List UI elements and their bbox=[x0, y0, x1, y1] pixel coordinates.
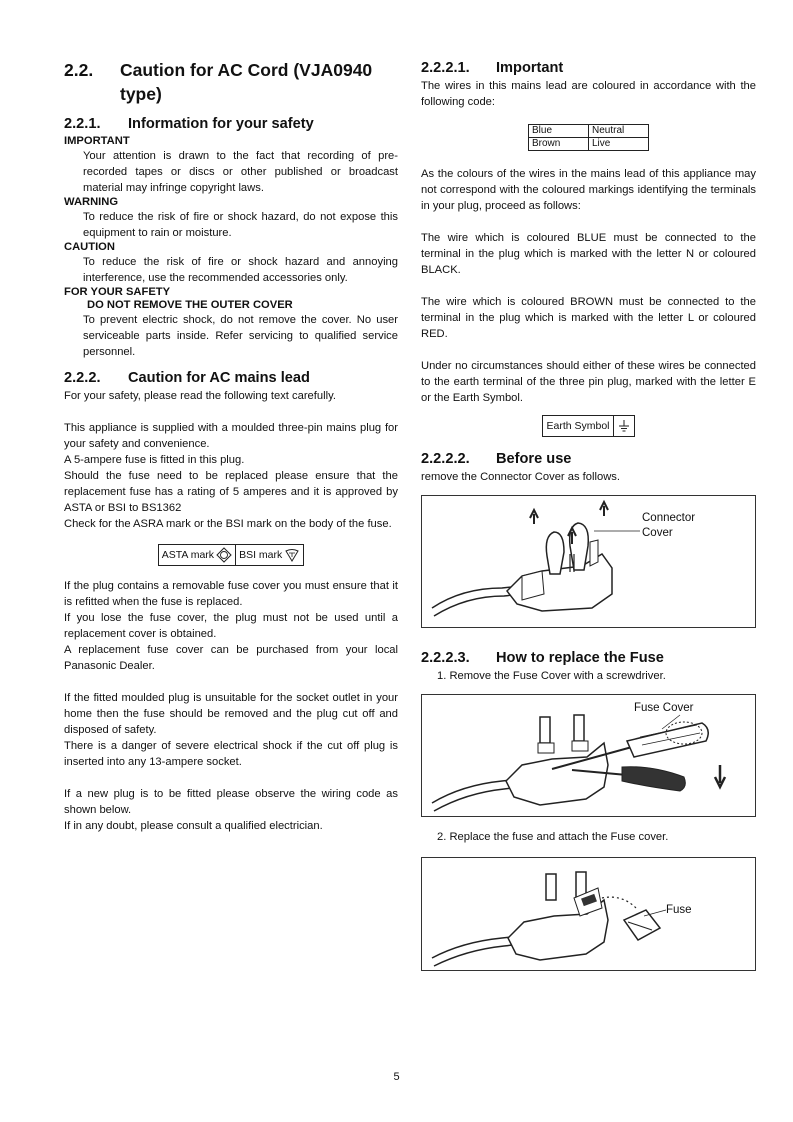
fuse-cover-callout: Fuse Cover bbox=[634, 702, 694, 714]
bsi-mark bbox=[235, 545, 303, 565]
step-2: 2. Replace the fuse and attach the Fuse cover. bbox=[437, 831, 669, 843]
section-title: Information for your safety bbox=[128, 116, 314, 132]
wire-colour: Blue bbox=[529, 125, 589, 138]
right-column bbox=[421, 58, 756, 971]
paragraph: If the fitted moulded plug is unsuitable for the socket outlet in your home then the fuse should be removed and the plug cut off and disposed of safety. bbox=[64, 692, 398, 736]
wire-code-table bbox=[528, 124, 649, 151]
wire-meaning: Live bbox=[589, 138, 649, 151]
page-number: 5 bbox=[393, 1071, 400, 1083]
section-heading-2-2 bbox=[64, 58, 398, 106]
table-row bbox=[529, 125, 649, 138]
paragraph: If the plug contains a removable fuse cover you must ensure that it is refitted when the fuse is replaced. bbox=[64, 580, 398, 608]
screwdriver-plug-illustration bbox=[422, 695, 755, 816]
warning-text: To reduce the risk of fire or shock hazard, do not expose this equipment to rain or moisture. bbox=[83, 211, 398, 239]
section-heading-2-2-2-1 bbox=[421, 58, 756, 78]
intro-text: The wires in this mains lead are coloured in accordance with the following code: bbox=[421, 80, 756, 108]
section-number: 2.2.2. bbox=[64, 370, 101, 386]
wire-colour: Brown bbox=[529, 138, 589, 151]
paragraph: Under no circumstances should either of these wires be connected to the earth terminal of the three pin plug, marked with the letter E or the Earth Symbol. bbox=[421, 360, 756, 404]
section-title: Caution for AC Cord (VJA0940 type) bbox=[120, 60, 373, 104]
bsi-mark-label: BSI mark bbox=[239, 549, 283, 561]
section-number: 2.2. bbox=[64, 60, 94, 80]
earth-icon bbox=[617, 419, 631, 433]
paragraph: Check for the ASRA mark or the BSI mark on the body of the fuse. bbox=[64, 518, 392, 530]
section-title: How to replace the Fuse bbox=[496, 650, 664, 666]
paragraph: There is a danger of severe electrical shock if the cut off plug is inserted into any 13-ampere socket. bbox=[64, 740, 398, 768]
paragraph: remove the Connector Cover as follows. bbox=[421, 471, 620, 483]
left-column bbox=[64, 58, 398, 834]
paragraph: If a new plug is to be fitted please observe the wiring code as shown below. bbox=[64, 788, 398, 816]
paragraph: If you lose the fuse cover, the plug must not be used until a replacement cover is obtained. bbox=[64, 612, 398, 640]
remove-fuse-cover-figure bbox=[421, 694, 756, 817]
safety-label: FOR YOUR SAFETY bbox=[64, 286, 171, 298]
warning-label: WARNING bbox=[64, 196, 119, 208]
earth-symbol-label: Earth Symbol bbox=[546, 420, 610, 432]
asta-mark-icon bbox=[216, 547, 232, 563]
section-heading-2-2-2 bbox=[64, 368, 398, 388]
section-title: Caution for AC mains lead bbox=[128, 370, 310, 386]
paragraph: A 5-ampere fuse is fitted in this plug. bbox=[64, 454, 245, 466]
table-row bbox=[529, 138, 649, 151]
important-text: Your attention is drawn to the fact that recording of pre-recorded tapes or discs or other published or broadcast material may infringe copyright laws. bbox=[83, 150, 398, 194]
connector-cover-callout: Connector Cover bbox=[642, 512, 696, 539]
section-heading-2-2-2-2 bbox=[421, 449, 756, 469]
section-heading-2-2-2-3 bbox=[421, 648, 756, 668]
section-number: 2.2.2.3. bbox=[421, 650, 470, 666]
section-number: 2.2.1. bbox=[64, 116, 101, 132]
paragraph: A replacement fuse cover can be purchased from your local Panasonic Dealer. bbox=[64, 644, 398, 672]
safety-text: To prevent electric shock, do not remove the cover. No user serviceable parts inside. Refer servicing to qualified service personnel. bbox=[83, 314, 398, 358]
replace-fuse-figure bbox=[421, 857, 756, 971]
caution-label: CAUTION bbox=[64, 241, 115, 253]
caution-text: To reduce the risk of fire or shock hazard and annoying interference, use the recommended accessories only. bbox=[83, 256, 398, 284]
paragraph: The wire which is coloured BLUE must be connected to the terminal in the plug which is marked with the letter N or coloured BLACK. bbox=[421, 232, 756, 276]
fuse-marks-box bbox=[64, 544, 398, 566]
wire-meaning: Neutral bbox=[589, 125, 649, 138]
intro-text: For your safety, please read the following text carefully. bbox=[64, 390, 336, 402]
bsi-kitemark-icon bbox=[284, 547, 300, 563]
asta-mark-label: ASTA mark bbox=[161, 549, 215, 561]
paragraph: The wire which is coloured BROWN must be connected to the terminal in the plug which is marked with the letter L or coloured RED. bbox=[421, 296, 756, 340]
safety-subheading: DO NOT REMOVE THE OUTER COVER bbox=[87, 299, 293, 311]
step-1: 1. Remove the Fuse Cover with a screwdriver. bbox=[437, 670, 666, 682]
paragraph: If in any doubt, please consult a qualified electrician. bbox=[64, 820, 323, 832]
connector-cover-figure bbox=[421, 495, 756, 628]
fuse-callout: Fuse bbox=[666, 904, 692, 916]
section-number: 2.2.2.2. bbox=[421, 451, 470, 467]
section-heading-2-2-1 bbox=[64, 114, 398, 134]
asta-mark bbox=[159, 545, 235, 565]
section-title: Important bbox=[496, 60, 564, 76]
earth-symbol-box bbox=[421, 415, 756, 437]
paragraph: Should the fuse need to be replaced please ensure that the replacement fuse has a rating of 5 amperes and it is approved by ASTA or BSI to BS1362 bbox=[64, 470, 398, 514]
paragraph: As the colours of the wires in the mains lead of this appliance may not correspond with the coloured markings identifying the terminals in your plug, proceed as follows: bbox=[421, 168, 756, 212]
earth-symbol-cell bbox=[613, 416, 634, 436]
plug-fuse-illustration bbox=[422, 858, 755, 970]
section-title: Before use bbox=[496, 451, 572, 467]
important-label: IMPORTANT bbox=[64, 135, 130, 147]
paragraph: This appliance is supplied with a moulded three-pin mains plug for your safety and convenience. bbox=[64, 422, 398, 450]
section-number: 2.2.2.1. bbox=[421, 60, 470, 76]
